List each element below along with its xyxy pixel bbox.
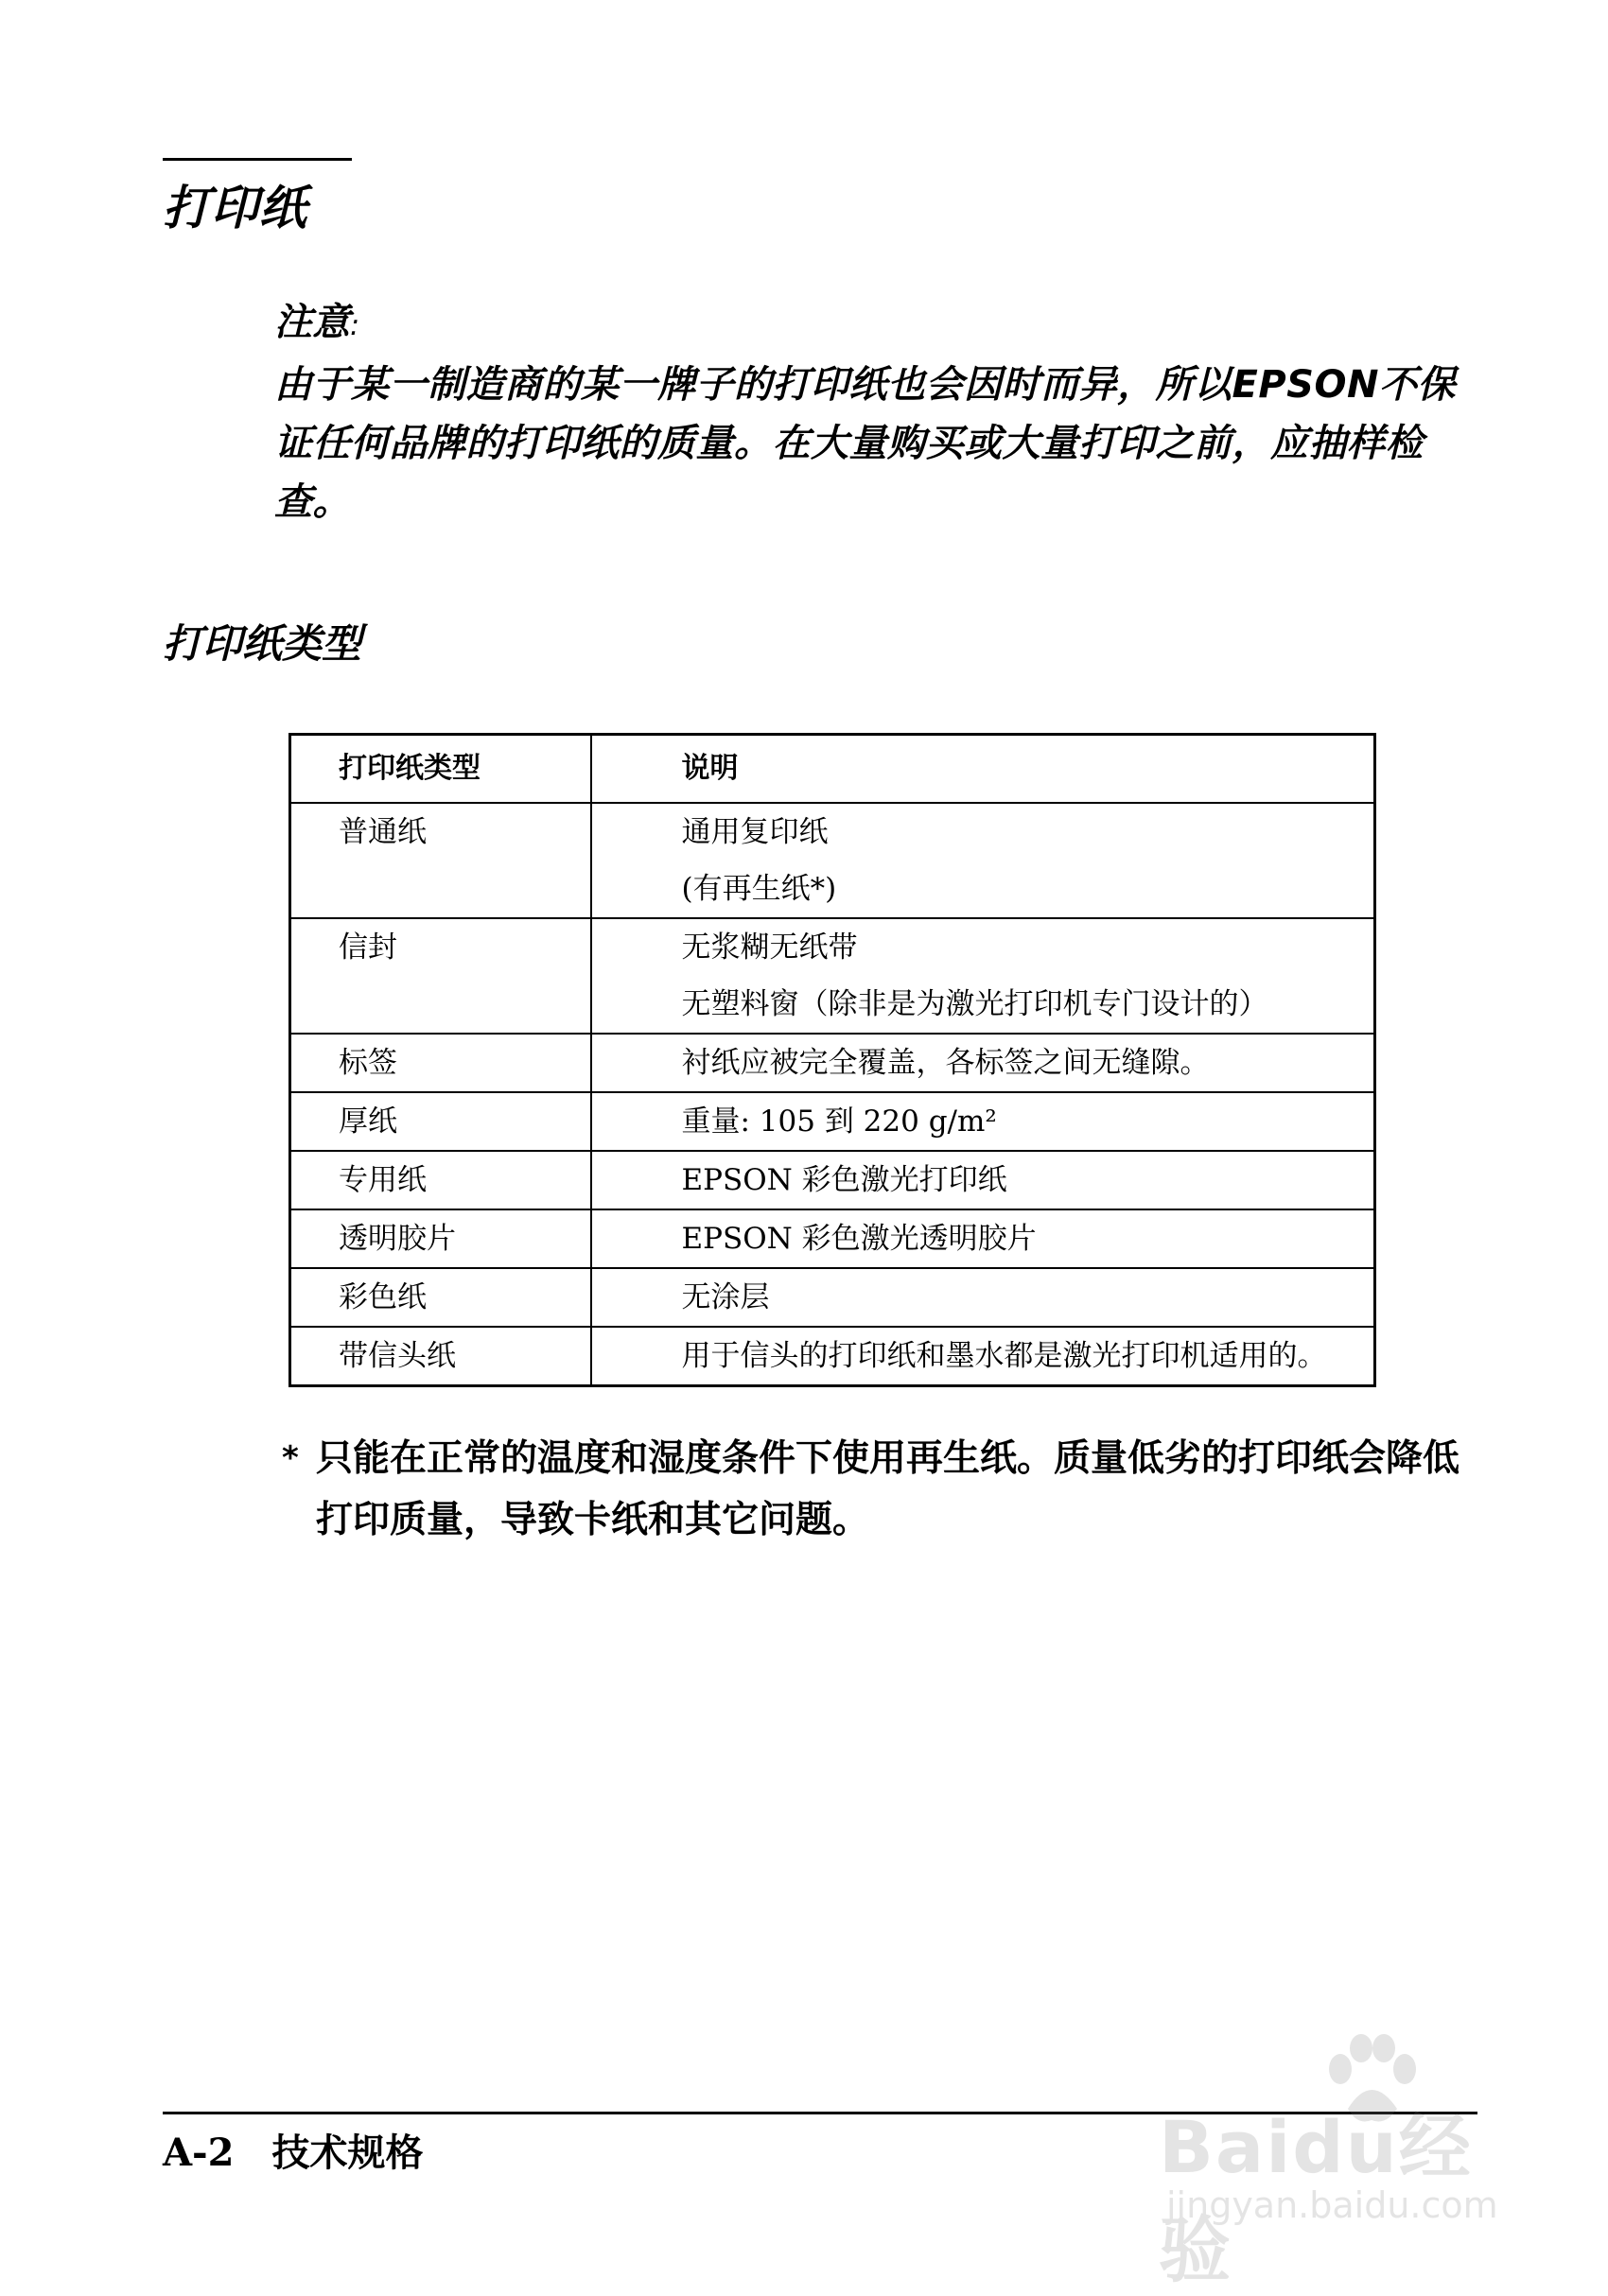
note-text: 由于某一制造商的某一牌子的打印纸也会因时而异，所以EPSON不保证任何品牌的打印纸的质量。在大量购买或大量打印之前，应抽样检查。 bbox=[274, 363, 1456, 524]
desc-cell: 无涂层 bbox=[681, 1280, 770, 1314]
desc-cell: EPSON 彩色激光打印纸 bbox=[681, 1163, 1007, 1197]
table-row bbox=[290, 803, 1375, 918]
type-cell: 专用纸 bbox=[339, 1163, 427, 1197]
desc-cell: 重量: 105 到 220 g/m² bbox=[681, 1105, 997, 1139]
section-title: 打印纸类型 bbox=[163, 620, 362, 667]
page-number: A-2 bbox=[163, 2131, 235, 2175]
footnote bbox=[282, 1428, 1474, 1551]
header-type: 打印纸类型 bbox=[290, 735, 591, 804]
header-rule bbox=[163, 158, 352, 161]
table-row bbox=[290, 1034, 1375, 1092]
type-cell: 彩色纸 bbox=[339, 1280, 427, 1314]
desc-cell: 衬纸应被完全覆盖，各标签之间无缝隙。 bbox=[681, 1046, 1210, 1080]
footnote-marker: * bbox=[282, 1439, 299, 1477]
desc-cell: 无浆糊无纸带 bbox=[681, 931, 858, 965]
header-desc: 说明 bbox=[591, 735, 1375, 804]
desc-cell: 无塑料窗（除非是为激光打印机专门设计的） bbox=[681, 987, 1268, 1021]
watermark bbox=[1159, 2033, 1537, 2292]
page-footer bbox=[163, 2123, 423, 2177]
table-row bbox=[290, 1209, 1375, 1268]
footnote-text: 只能在正常的温度和湿度条件下使用再生纸。质量低劣的打印纸会降低打印质量，导致卡纸和其它问题。 bbox=[316, 1437, 1460, 1541]
table-row bbox=[290, 918, 1375, 1034]
desc-cell: (有再生纸*) bbox=[681, 872, 837, 906]
desc-cell: EPSON 彩色激光透明胶片 bbox=[681, 1222, 1037, 1256]
chapter-title: 技术规格 bbox=[271, 2131, 424, 2175]
note-label-wrap bbox=[274, 293, 1476, 356]
desc-cell: 用于信头的打印纸和墨水都是激光打印机适用的。 bbox=[681, 1339, 1327, 1373]
table-row bbox=[290, 1092, 1375, 1151]
watermark-url: jingyan.baidu.com bbox=[1166, 2184, 1498, 2226]
note-colon: : bbox=[350, 309, 360, 342]
type-cell: 厚纸 bbox=[339, 1105, 397, 1139]
type-cell: 标签 bbox=[339, 1046, 397, 1080]
paper-types-table bbox=[288, 733, 1376, 1387]
type-cell: 透明胶片 bbox=[339, 1222, 456, 1256]
note-block bbox=[274, 293, 1476, 531]
table-row bbox=[290, 1327, 1375, 1386]
table-row bbox=[290, 1268, 1375, 1327]
desc-cell: 通用复印纸 bbox=[681, 815, 829, 849]
type-cell: 带信头纸 bbox=[339, 1339, 456, 1373]
table-row bbox=[290, 1151, 1375, 1209]
watermark-brand: Baidu经验 bbox=[1159, 2105, 1473, 2292]
note-label: 注意 bbox=[274, 301, 350, 344]
type-cell: 信封 bbox=[339, 931, 397, 965]
table-header-row bbox=[290, 735, 1375, 804]
page-title: 打印纸 bbox=[163, 181, 307, 235]
type-cell: 普通纸 bbox=[339, 815, 427, 849]
